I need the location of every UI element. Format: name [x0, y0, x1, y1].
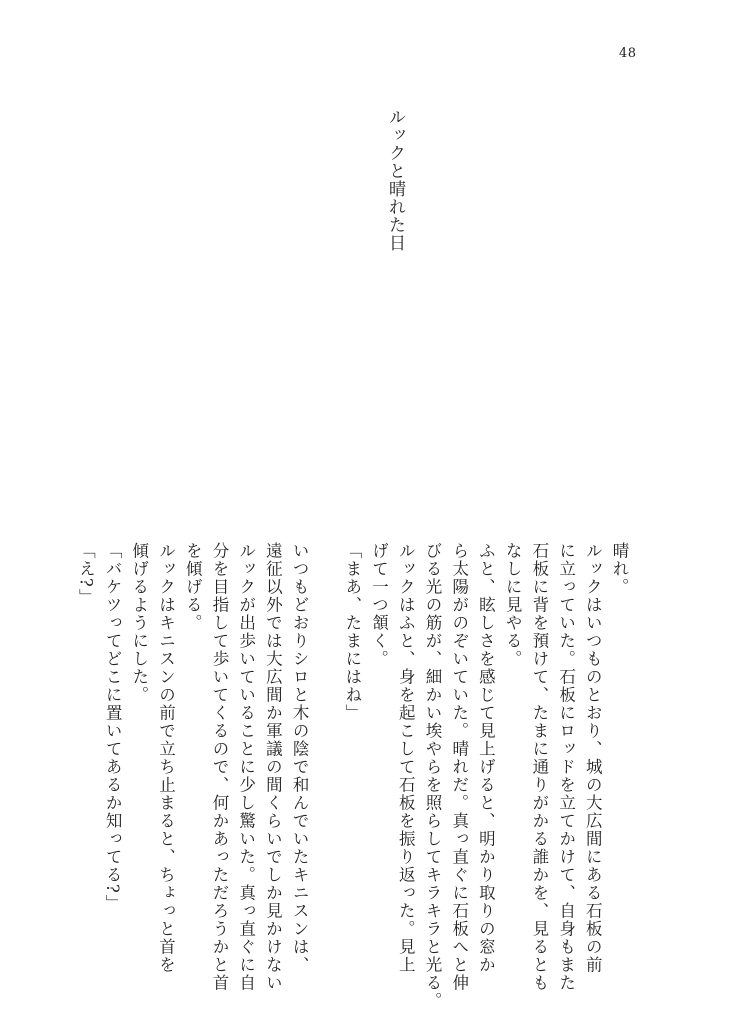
text-line: げて一つ頷く。	[369, 542, 389, 668]
text-line: を傾げる。	[183, 542, 203, 632]
text-line: ふと、眩しさを感じて見上げると、明かり取りの窓か	[476, 542, 496, 974]
text-line: ルックはふと、身を起こして石板を振り返った。見上	[396, 542, 416, 974]
text-line: 「え?」	[76, 542, 96, 607]
text-line: びる光の筋が、細かい埃やらを照らしてキラキラと光る。	[422, 542, 442, 1010]
text-line: に立っていた。石板にロッドを立てかけて、自身もまた	[556, 542, 576, 992]
text-line: 晴れ。	[610, 542, 629, 596]
text-line: 分を目指して歩いてくるので、何かあっただろうかと首	[209, 542, 229, 992]
text-line: 遠征以外では大広間か軍議の間くらいでしか見かけない	[263, 542, 283, 992]
text-line: 「バケツってどこに置いてあるか知ってる?」	[103, 542, 123, 913]
chapter-title: ルックと晴れた日	[385, 108, 405, 252]
text-line: ルックはキニスンの前で立ち止まると、ちょっと首を	[156, 542, 176, 974]
paragraph-gap	[312, 542, 338, 932]
text-line: ルックはいつものとおり、城の大広間にある石板の前	[583, 542, 603, 974]
text-line: 傾げるようにした。	[129, 542, 149, 704]
text-line: 石板に背を預けて、たまに通りがかる誰かを、見るとも	[529, 542, 549, 992]
text-line: ら太陽がのぞいていた。晴れだ。真っ直ぐに石板へと伸	[449, 542, 469, 992]
body-text	[72, 542, 632, 1010]
text-line: 「まあ、たまにはね」	[342, 542, 362, 722]
text-line: いつもどおりシロと木の陰で和んでいたキニスンは、	[290, 542, 310, 974]
text-line: ルックが出歩いていることに少し驚いた。真っ直ぐに自	[236, 542, 256, 992]
page-number: 48	[619, 46, 637, 61]
text-line: なしに見やる。	[503, 542, 523, 668]
